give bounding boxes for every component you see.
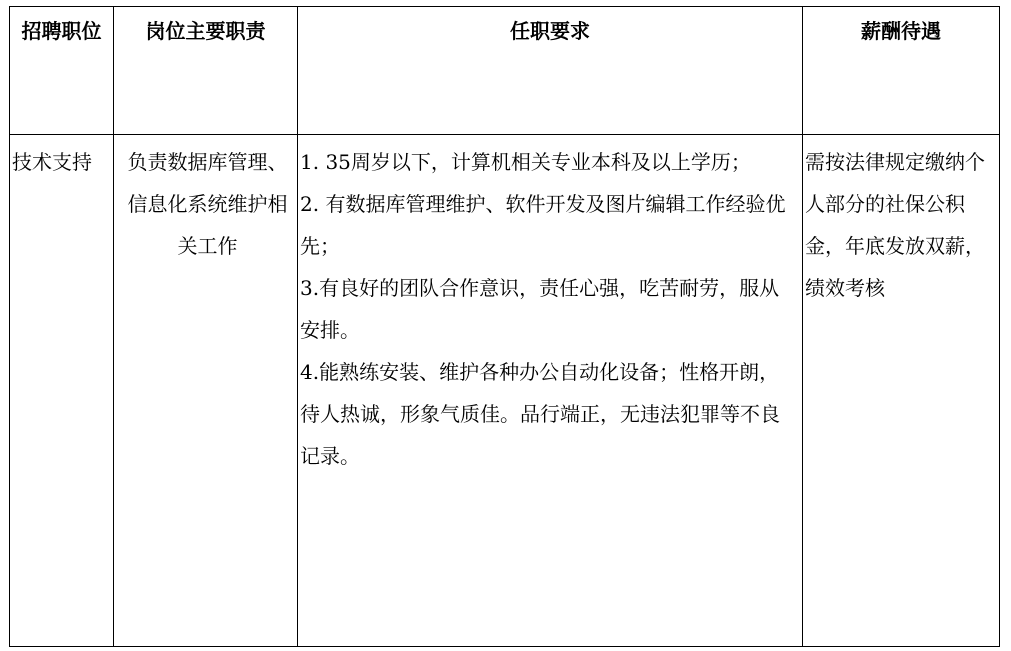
table-row — [10, 135, 1000, 647]
header-position: 招聘职位 — [10, 7, 114, 135]
requirements-list — [298, 135, 802, 477]
requirement-item: 2. 有数据库管理维护、软件开发及图片编辑工作经验优先； — [300, 192, 786, 258]
requirement-item: 4.能熟练安装、维护各种办公自动化设备；性格开朗，待人热诚，形象气质佳。品行端正，无违法犯罪等不良记录。 — [300, 360, 780, 468]
duties-cell — [114, 135, 298, 647]
salary-cell — [803, 135, 1000, 647]
header-duties: 岗位主要职责 — [114, 7, 298, 135]
header-requirements: 任职要求 — [298, 7, 803, 135]
duties-text: 负责数据库管理、信息化系统维护相关工作 — [127, 150, 288, 258]
requirement-item: 3.有良好的团队合作意识，责任心强，吃苦耐劳，服从安排。 — [300, 276, 780, 342]
salary-text: 需按法律规定缴纳个人部分的社保公积金，年底发放双薪，绩效考核 — [805, 150, 985, 300]
requirement-item: 1. 35周岁以下，计算机相关专业本科及以上学历； — [300, 150, 751, 174]
recruitment-table — [9, 6, 1000, 647]
position-text: 技术支持 — [12, 150, 92, 174]
requirements-cell — [298, 135, 803, 647]
header-salary: 薪酬待遇 — [803, 7, 1000, 135]
header-row — [10, 7, 1000, 135]
position-cell — [10, 135, 114, 647]
